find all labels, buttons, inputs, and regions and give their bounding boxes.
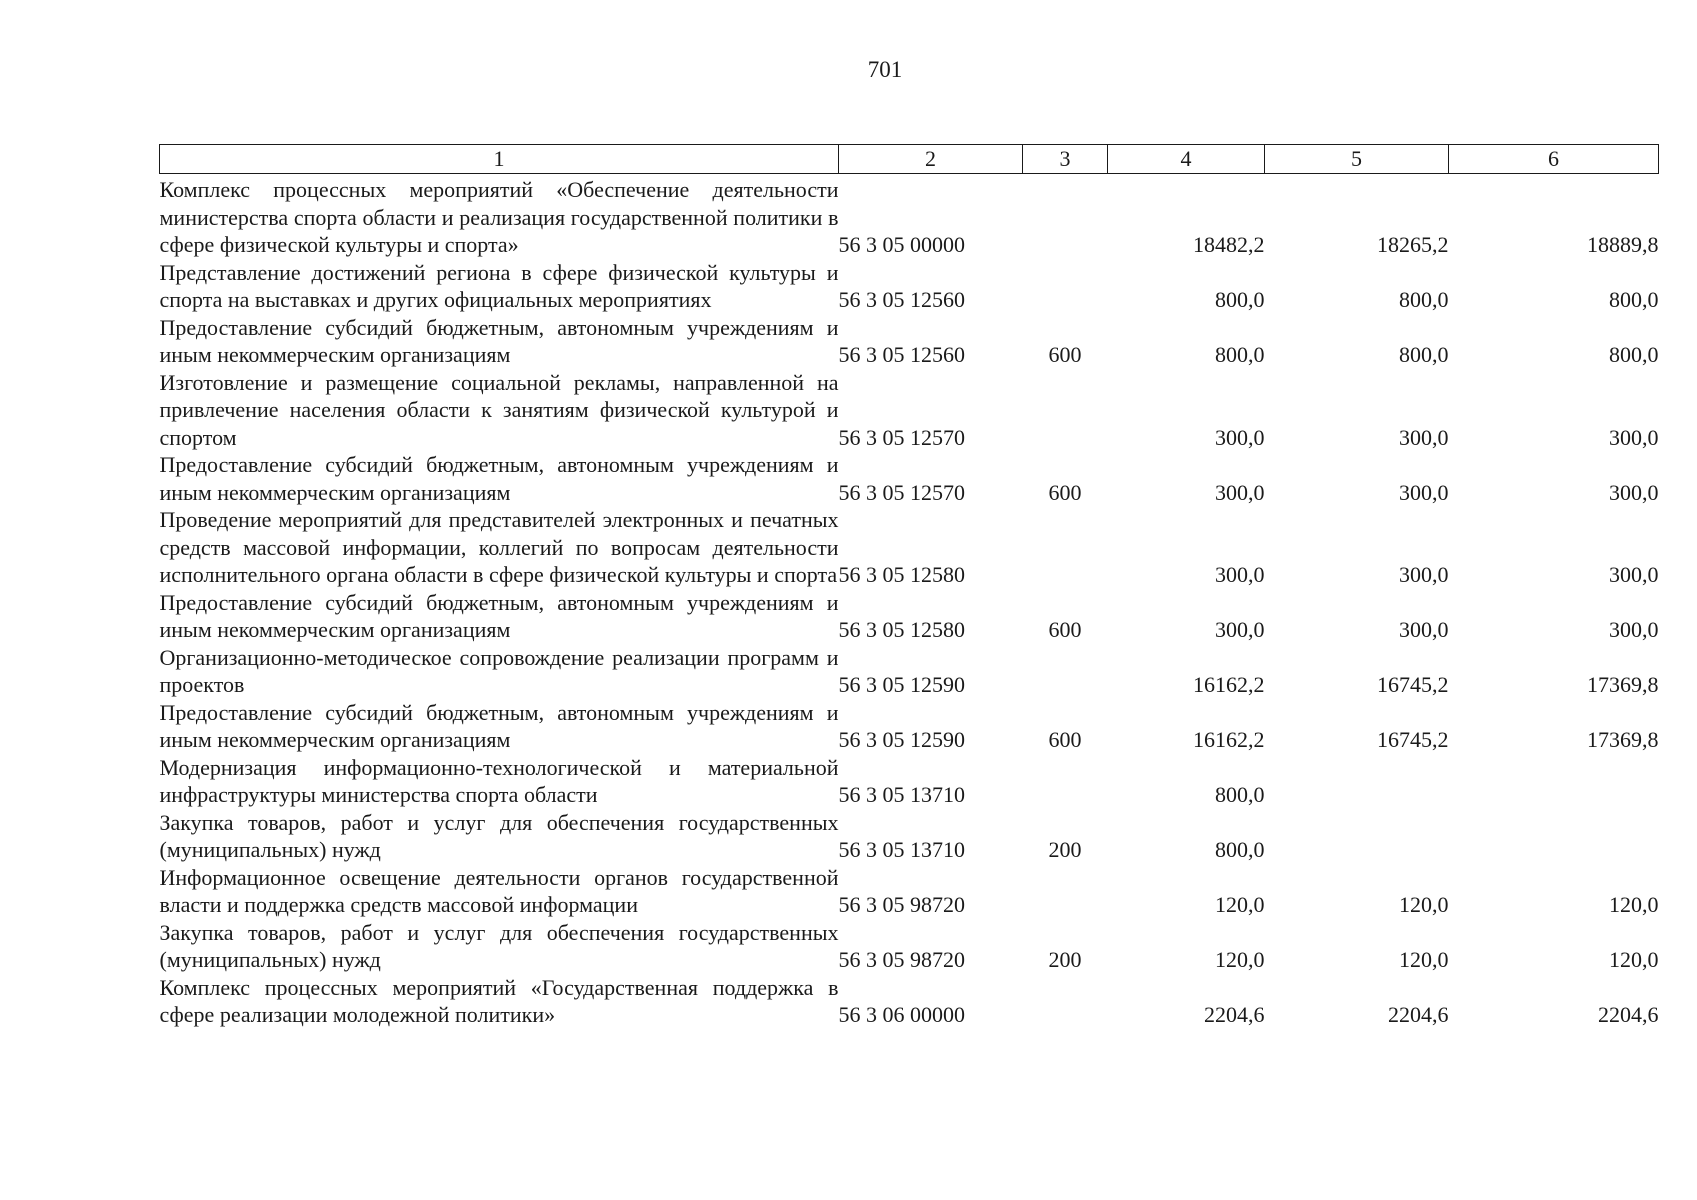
row-expense-type: 600 [1048,342,1082,367]
row-code: 56 3 05 12580 [838,617,965,642]
row-expense-type: 600 [1048,617,1082,642]
table-row [160,644,1659,699]
row-name: Предоставление субсидий бюджетным, автономным учреждениям и иным некоммерческим организациям [159,589,839,642]
row-code: 56 3 05 12560 [838,287,965,312]
row-value-col4: 2204,6 [1204,1002,1265,1027]
table-row [160,259,1659,314]
row-expense-type: 600 [1048,727,1082,752]
row-expense-type: 200 [1048,837,1082,862]
row-value-col4: 800,0 [1215,287,1265,312]
row-name: Закупка товаров, работ и услуг для обеспечения государственных (муниципальных) нужд [159,809,839,862]
table-row [160,314,1659,369]
row-code: 56 3 05 13710 [838,782,965,807]
row-expense-type: 200 [1048,947,1082,972]
row-name: Информационное освещение деятельности органов государственной власти и поддержка средств массовой информации [159,864,839,917]
row-value-col5: 16745,2 [1377,727,1449,752]
row-value-col6: 120,0 [1609,947,1659,972]
row-expense-type [1023,754,1108,809]
row-value-col5: 120,0 [1399,892,1449,917]
row-value-col6: 300,0 [1609,617,1659,642]
row-value-col6: 800,0 [1609,287,1659,312]
row-code: 56 3 05 12570 [838,479,965,505]
row-name: Закупка товаров, работ и услуг для обеспечения государственных (муниципальных) нужд [159,919,839,972]
row-name: Проведение мероприятий для представителей электронных и печатных средств массовой информации, коллегий по вопросам деятельности исполнительного органа области в сфере физической культуры и спорта [159,507,839,587]
row-expense-type [1023,974,1108,1029]
table-row [160,699,1659,754]
row-value-col4: 16162,2 [1193,727,1265,752]
budget-table [159,144,1659,1029]
table-row [160,974,1659,1029]
column-header-1: 1 [160,145,839,174]
row-value-col4: 800,0 [1215,342,1265,367]
table-row [160,506,1659,589]
row-name: Комплекс процессных мероприятий «Обеспечение деятельности министерства спорта области и реализация государственной политики в сфере физической культуры и спорта» [159,177,839,257]
row-value-col5: 16745,2 [1377,672,1449,697]
row-value-col4: 16162,2 [1193,672,1265,697]
row-name: Предоставление субсидий бюджетным, автономным учреждениям и иным некоммерческим организациям [159,699,839,752]
row-value-col6: 120,0 [1609,892,1659,917]
row-value-col6: 2204,6 [1598,1002,1659,1027]
row-name: Организационно-методическое сопровождение реализации программ и проектов [159,644,839,697]
header-row [160,145,1659,174]
row-code: 56 3 05 12560 [838,342,965,367]
row-code: 56 3 05 98720 [838,892,965,917]
column-header-6: 6 [1449,145,1659,174]
row-expense-type [1023,259,1108,314]
row-value-col5: 300,0 [1399,424,1449,450]
row-name: Комплекс процессных мероприятий «Государственная поддержка в сфере реализации молодежной политики» [159,974,839,1027]
row-value-col6: 800,0 [1609,342,1659,367]
row-value-col4: 800,0 [1215,782,1265,807]
row-name: Представление достижений региона в сфере физической культуры и спорта на выставках и других официальных мероприятиях [159,259,839,312]
row-code: 56 3 05 12570 [838,424,965,450]
table-row [160,589,1659,644]
column-header-5: 5 [1265,145,1449,174]
row-value-col6: 17369,8 [1587,727,1659,752]
row-value-col5: 300,0 [1399,479,1449,505]
row-value-col5: 120,0 [1399,947,1449,972]
table-row [160,369,1659,452]
row-value-col6: 17369,8 [1587,672,1659,697]
row-value-col6 [1449,809,1659,864]
row-expense-type [1023,644,1108,699]
column-header-3: 3 [1023,145,1108,174]
row-value-col5: 300,0 [1399,617,1449,642]
table-row [160,451,1659,506]
table-row [160,754,1659,809]
row-name: Предоставление субсидий бюджетным, автономным учреждениям и иным некоммерческим организациям [159,452,839,505]
row-value-col5: 800,0 [1399,342,1449,367]
page-number: 701 [867,57,903,82]
table-row [160,174,1659,259]
row-value-col4: 300,0 [1215,562,1265,587]
row-value-col6: 300,0 [1609,562,1659,587]
row-code: 56 3 05 12580 [838,562,965,587]
table-row [160,864,1659,919]
row-expense-type [1023,506,1108,589]
row-code: 56 3 05 12590 [838,727,965,752]
row-code: 56 3 05 13710 [838,837,965,862]
row-value-col4: 18482,2 [1193,232,1265,257]
row-expense-type [1023,174,1108,259]
row-code: 56 3 05 00000 [838,232,965,257]
row-value-col6: 300,0 [1609,479,1659,505]
table-row [160,919,1659,974]
row-value-col5: 800,0 [1399,287,1449,312]
row-value-col6: 300,0 [1609,424,1659,450]
row-code: 56 3 05 98720 [838,947,965,972]
row-expense-type: 600 [1048,479,1082,505]
row-value-col5: 18265,2 [1377,232,1449,257]
row-value-col4: 120,0 [1215,947,1265,972]
row-expense-type [1023,864,1108,919]
row-value-col4: 120,0 [1215,892,1265,917]
row-code: 56 3 06 00000 [838,1002,965,1027]
table-row [160,809,1659,864]
row-name: Модернизация информационно-технологической и материальной инфраструктуры министерства спорта области [159,754,839,807]
row-expense-type [1023,369,1108,452]
row-value-col5: 300,0 [1399,562,1449,587]
row-value-col5 [1265,754,1449,809]
row-value-col4: 300,0 [1215,617,1265,642]
row-value-col6: 18889,8 [1587,232,1659,257]
row-value-col5 [1265,809,1449,864]
row-value-col4: 800,0 [1215,837,1265,862]
row-value-col4: 300,0 [1215,424,1265,450]
row-value-col4: 300,0 [1215,479,1265,505]
column-header-2: 2 [839,145,1023,174]
row-value-col6 [1449,754,1659,809]
row-code: 56 3 05 12590 [838,672,965,697]
column-header-4: 4 [1108,145,1265,174]
row-value-col5: 2204,6 [1388,1002,1449,1027]
row-name: Изготовление и размещение социальной рекламы, направленной на привлечение населения области к занятиям физической культурой и спортом [159,369,839,450]
row-name: Предоставление субсидий бюджетным, автономным учреждениям и иным некоммерческим организациям [159,314,839,367]
